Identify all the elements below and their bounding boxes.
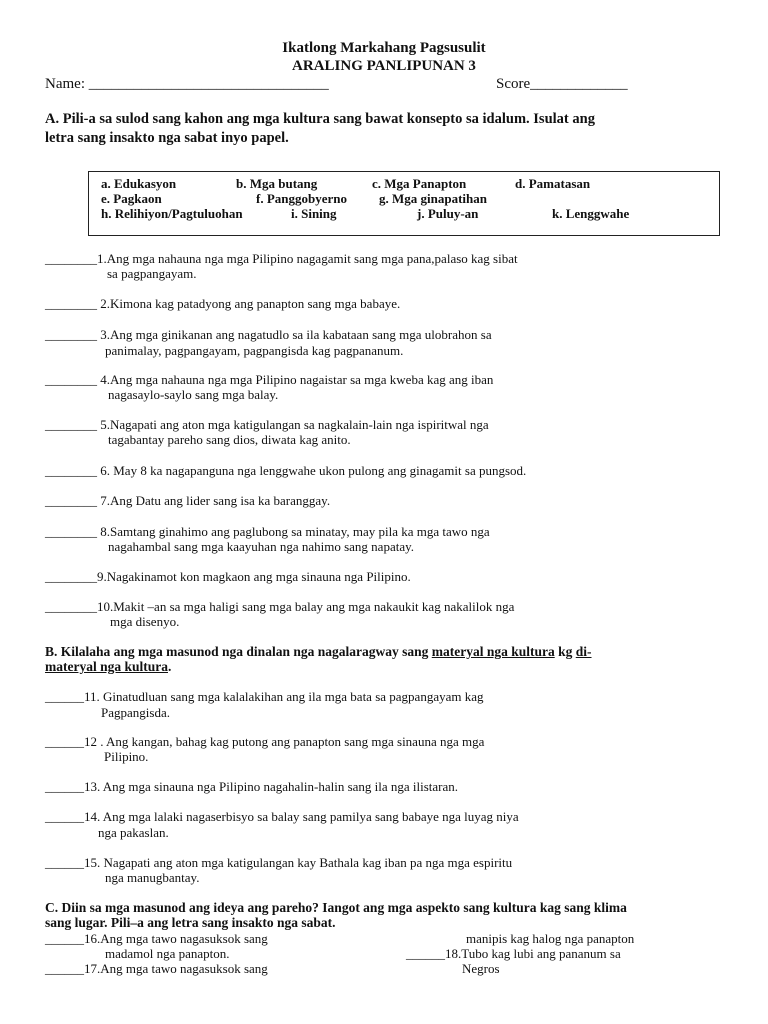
question-11: ______11. Ginatudluan sang mga kalalakihan ang ila mga bata sa pagpangayam kag [45,689,484,704]
choice-i: i. Sining [291,206,337,221]
section-b-period: . [168,659,172,674]
question-10-cont: mga disenyo. [110,614,180,629]
right-option-1: manipis kag halog nga panapton [466,931,635,946]
section-c-instruction-line2: sang lugar. Pili–a ang letra sang insakto nga sabat. [45,915,336,930]
right-option-negros: Negros [462,961,500,976]
section-b-instruction-line1 [45,644,592,660]
question-3-cont: panimalay, pagpangayam, pagpangisda kag pagpananum. [105,343,404,358]
choice-g: g. Mga ginapatihan [379,191,487,206]
question-18: ______18.Tubo kag lubi ang pananum sa [406,946,621,961]
question-7: ________ 7.Ang Datu ang lider sang isa ka baranggay. [45,493,331,508]
section-a-instruction-line2: letra sang insakto nga sabat inyo papel. [45,130,289,146]
choice-a: a. Edukasyon [101,176,177,191]
question-16-cont: madamol nga panapton. [105,946,230,961]
question-17: ______17.Ang mga tawo nagasuksok sang [45,961,268,976]
question-5: ________ 5.Nagapati ang aton mga katigulangan sa nagkalain-lain nga ispiritwal nga [45,417,489,432]
question-10: ________10.Makit –an sa mga haligi sang mga balay ang mga nakaukit kag nakalilok nga [45,599,515,614]
question-14-cont: nga pakaslan. [98,825,169,840]
question-2: ________ 2.Kimona kag patadyong ang panapton sang mga babaye. [45,296,401,311]
choice-j: j. Puluy-an [417,206,479,221]
question-9: ________9.Nagakinamot kon magkaon ang mga sinauna nga Pilipino. [45,569,411,584]
choice-c: c. Mga Panapton [372,176,467,191]
question-8-cont: nagahambal sang mga kaayuhan nga nahimo sang napatay. [108,539,414,554]
section-b-underlined-dimateryal: materyal nga kultura [45,659,168,674]
question-15-cont: nga manugbantay. [105,870,200,885]
question-1: ________1.Ang mga nahauna nga mga Pilipino nagagamit sang mga pana,palaso kag sibat [45,251,518,266]
question-3: ________ 3.Ang mga ginikanan ang nagatudlo sa ila kabataan sang mga ulobrahon sa [45,327,492,342]
section-b-underlined-di: di- [575,644,592,659]
score-field[interactable]: Score_____________ [496,76,628,92]
section-b-text-kg: kg [554,644,576,659]
question-4: ________ 4.Ang mga nahauna nga mga Pilipino nagaistar sa mga kweba kag ang iban [45,372,494,387]
question-14: ______14. Ang mga lalaki nagaserbisyo sa balay sang pamilya sang babaye nga luyag niya [45,809,519,824]
section-b-instruction-line2 [45,659,171,675]
choices-box [88,171,720,236]
choice-f: f. Panggobyerno [256,191,347,206]
section-b-text-a: B. Kilalaha ang mga masunod nga dinalan nga nagalaragway sang [45,644,432,659]
question-13: ______13. Ang mga sinauna nga Pilipino nagahalin-halin sang ila nga ilistaran. [45,779,459,794]
question-16: ______16.Ang mga tawo nagasuksok sang [45,931,268,946]
choice-k: k. Lenggwahe [552,206,630,221]
question-1-cont: sa pagpangayam. [107,266,197,281]
choice-d: d. Pamatasan [515,176,591,191]
choice-b: b. Mga butang [236,176,318,191]
question-12-cont: Pilipino. [104,749,149,764]
question-15: ______15. Nagapati ang aton mga katigulangan kay Bathala kag iban pa nga mga espiritu [45,855,513,870]
question-4-cont: nagasaylo-saylo sang mga balay. [108,387,279,402]
choice-h: h. Relihiyon/Pagtuluohan [101,206,243,221]
section-a-instruction-line1: A. Pili-a sa sulod sang kahon ang mga kultura sang bawat konsepto sa idalum. Isulat ang [45,111,595,127]
question-5-cont: tagabantay pareho sang dios, diwata kag anito. [108,432,351,447]
exam-title: Ikatlong Markahang Pagsusulit [282,40,486,56]
question-11-cont: Pagpangisda. [101,705,170,720]
question-12: ______12 . Ang kangan, bahag kag putong ang panapton sang mga sinauna nga mga [45,734,485,749]
name-field[interactable]: Name: ________________________________ [45,76,329,92]
question-8: ________ 8.Samtang ginahimo ang paglubong sa minatay, may pila ka mga tawo nga [45,524,490,539]
question-6: ________ 6. May 8 ka nagapanguna nga lenggwahe ukon pulong ang ginagamit sa pungsod. [45,463,527,478]
section-c-instruction-line1: C. Diin sa mga masunod ang ideya ang pareho? Iangot ang mga aspekto sang kultura kag sang klima [45,900,627,915]
subject-title: ARALING PANLIPUNAN 3 [292,58,476,74]
choice-e: e. Pagkaon [101,191,162,206]
section-b-underlined-materyal: materyal nga kultura [431,644,555,659]
